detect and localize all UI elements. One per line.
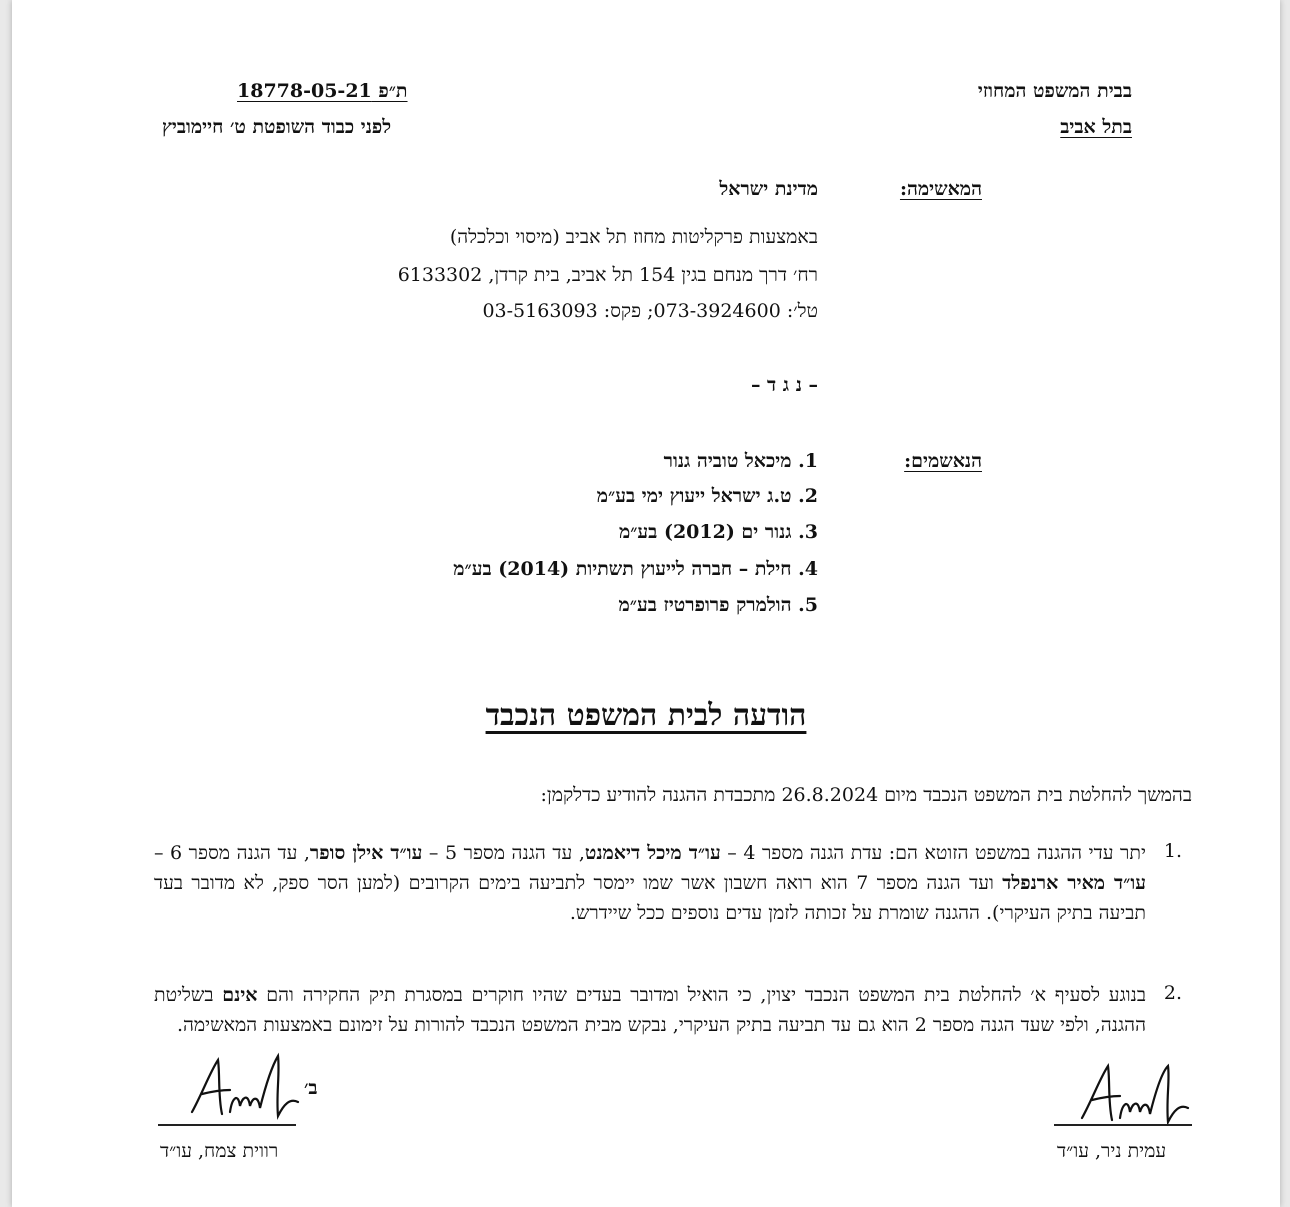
signatory-name: עמית ניר, עו״ד [1057,1140,1167,1162]
court-city: בתל אביב [1060,116,1132,138]
judge-line: לפני כבוד השופטת ט׳ חיימוביץ [162,116,392,138]
court-name: בבית המשפט המחוזי [977,80,1132,102]
prosecution-via: באמצעות פרקליטות מחוז תל אביב (מיסוי וכלכלה) [449,226,818,248]
prosecution-name: מדינת ישראל [719,178,818,200]
document-page [12,0,1280,1207]
defendants-label: הנאשמים: [904,450,982,472]
signatory-name: רווית צמח, עו״ד [160,1140,279,1162]
signature-line [158,1124,296,1126]
witness-name: עו״ד מאיר ארנפלד [1002,872,1146,894]
paragraph-number: 1. [1163,840,1182,862]
signature-left [182,1052,312,1124]
p1-text-c: , עד הגנה מספר 6 – [154,842,310,864]
paragraph-number: 2. [1163,982,1182,1004]
p2-text-a: בנוגע לסעיף א׳ להחלטת בית המשפט הנכבד יצוין, כי הואיל ומדובר בעדים שהיו חוקרים במסגרת תיק החקירה והם [257,984,1146,1006]
prosecution-contact: טל׳: 073-3924600; פקס: 03-5163093 [482,300,818,322]
signature-line [1054,1124,1192,1126]
signature-conjunction: ב׳ [304,1077,318,1099]
defendant-item: 4. חילת – חברה לייעוץ תשתיות (2014) בע״מ [453,558,818,580]
emphasis-word: אינם [222,984,258,1006]
versus-divider: – נ ג ד – [750,374,818,396]
witness-name: עו״ד מיכל דיאמנט [584,842,721,864]
prosecution-label: המאשימה: [899,178,982,200]
case-number: ת״פ 18778-05-21 [237,80,408,102]
paragraph-1 [154,838,1146,928]
notice-title: הודעה לבית המשפט הנכבד [485,698,807,733]
defendant-item: 1. מיכאל טוביה גנור [663,450,818,472]
paragraph-2 [154,980,1146,1040]
p1-text-b: , עד הגנה מספר 5 – [422,842,585,864]
p1-text-d: ועד הגנה מספר 7 הוא רואה חשבון אשר שמו יימסר לתביעה בימים הקרובים (למען הסר ספק, לא מדובר בעד תביעה בתיק העיקרי). ההגנה שומרת על זכותה לזמן עדים נוספים ככל שיידרש. [154,872,1146,924]
defendant-item: 3. גנור ים (2012) בע״מ [618,521,818,543]
notice-intro: בהמשך להחלטת בית המשפט הנכבד מיום 26.8.2024 מתכבדת ההגנה להודיע כדלקמן: [540,784,1192,806]
defendant-item: 2. ט.ג ישראל ייעוץ ימי בע״מ [596,485,818,507]
defendant-item: 5. הולמרק פרופרטיז בע״מ [618,594,818,616]
p1-text-a: יתר עדי ההגנה במשפט הזוטא הם: עדת הגנה מספר 4 – [720,842,1146,864]
witness-name: עו״ד אילן סופר [309,842,423,864]
p2-text-b: בשליטת ההגנה, ולפי שעד הגנה מספר 2 הוא גם עד תביעה בתיק העיקרי, נבקש מבית המשפט הנכבד להורות על זימונם באמצעות המאשימה. [154,984,1146,1036]
prosecution-address: רח׳ דרך מנחם בגין 154 תל אביב, בית קרדן, 6133302 [397,264,818,286]
signature-right [1070,1060,1200,1130]
